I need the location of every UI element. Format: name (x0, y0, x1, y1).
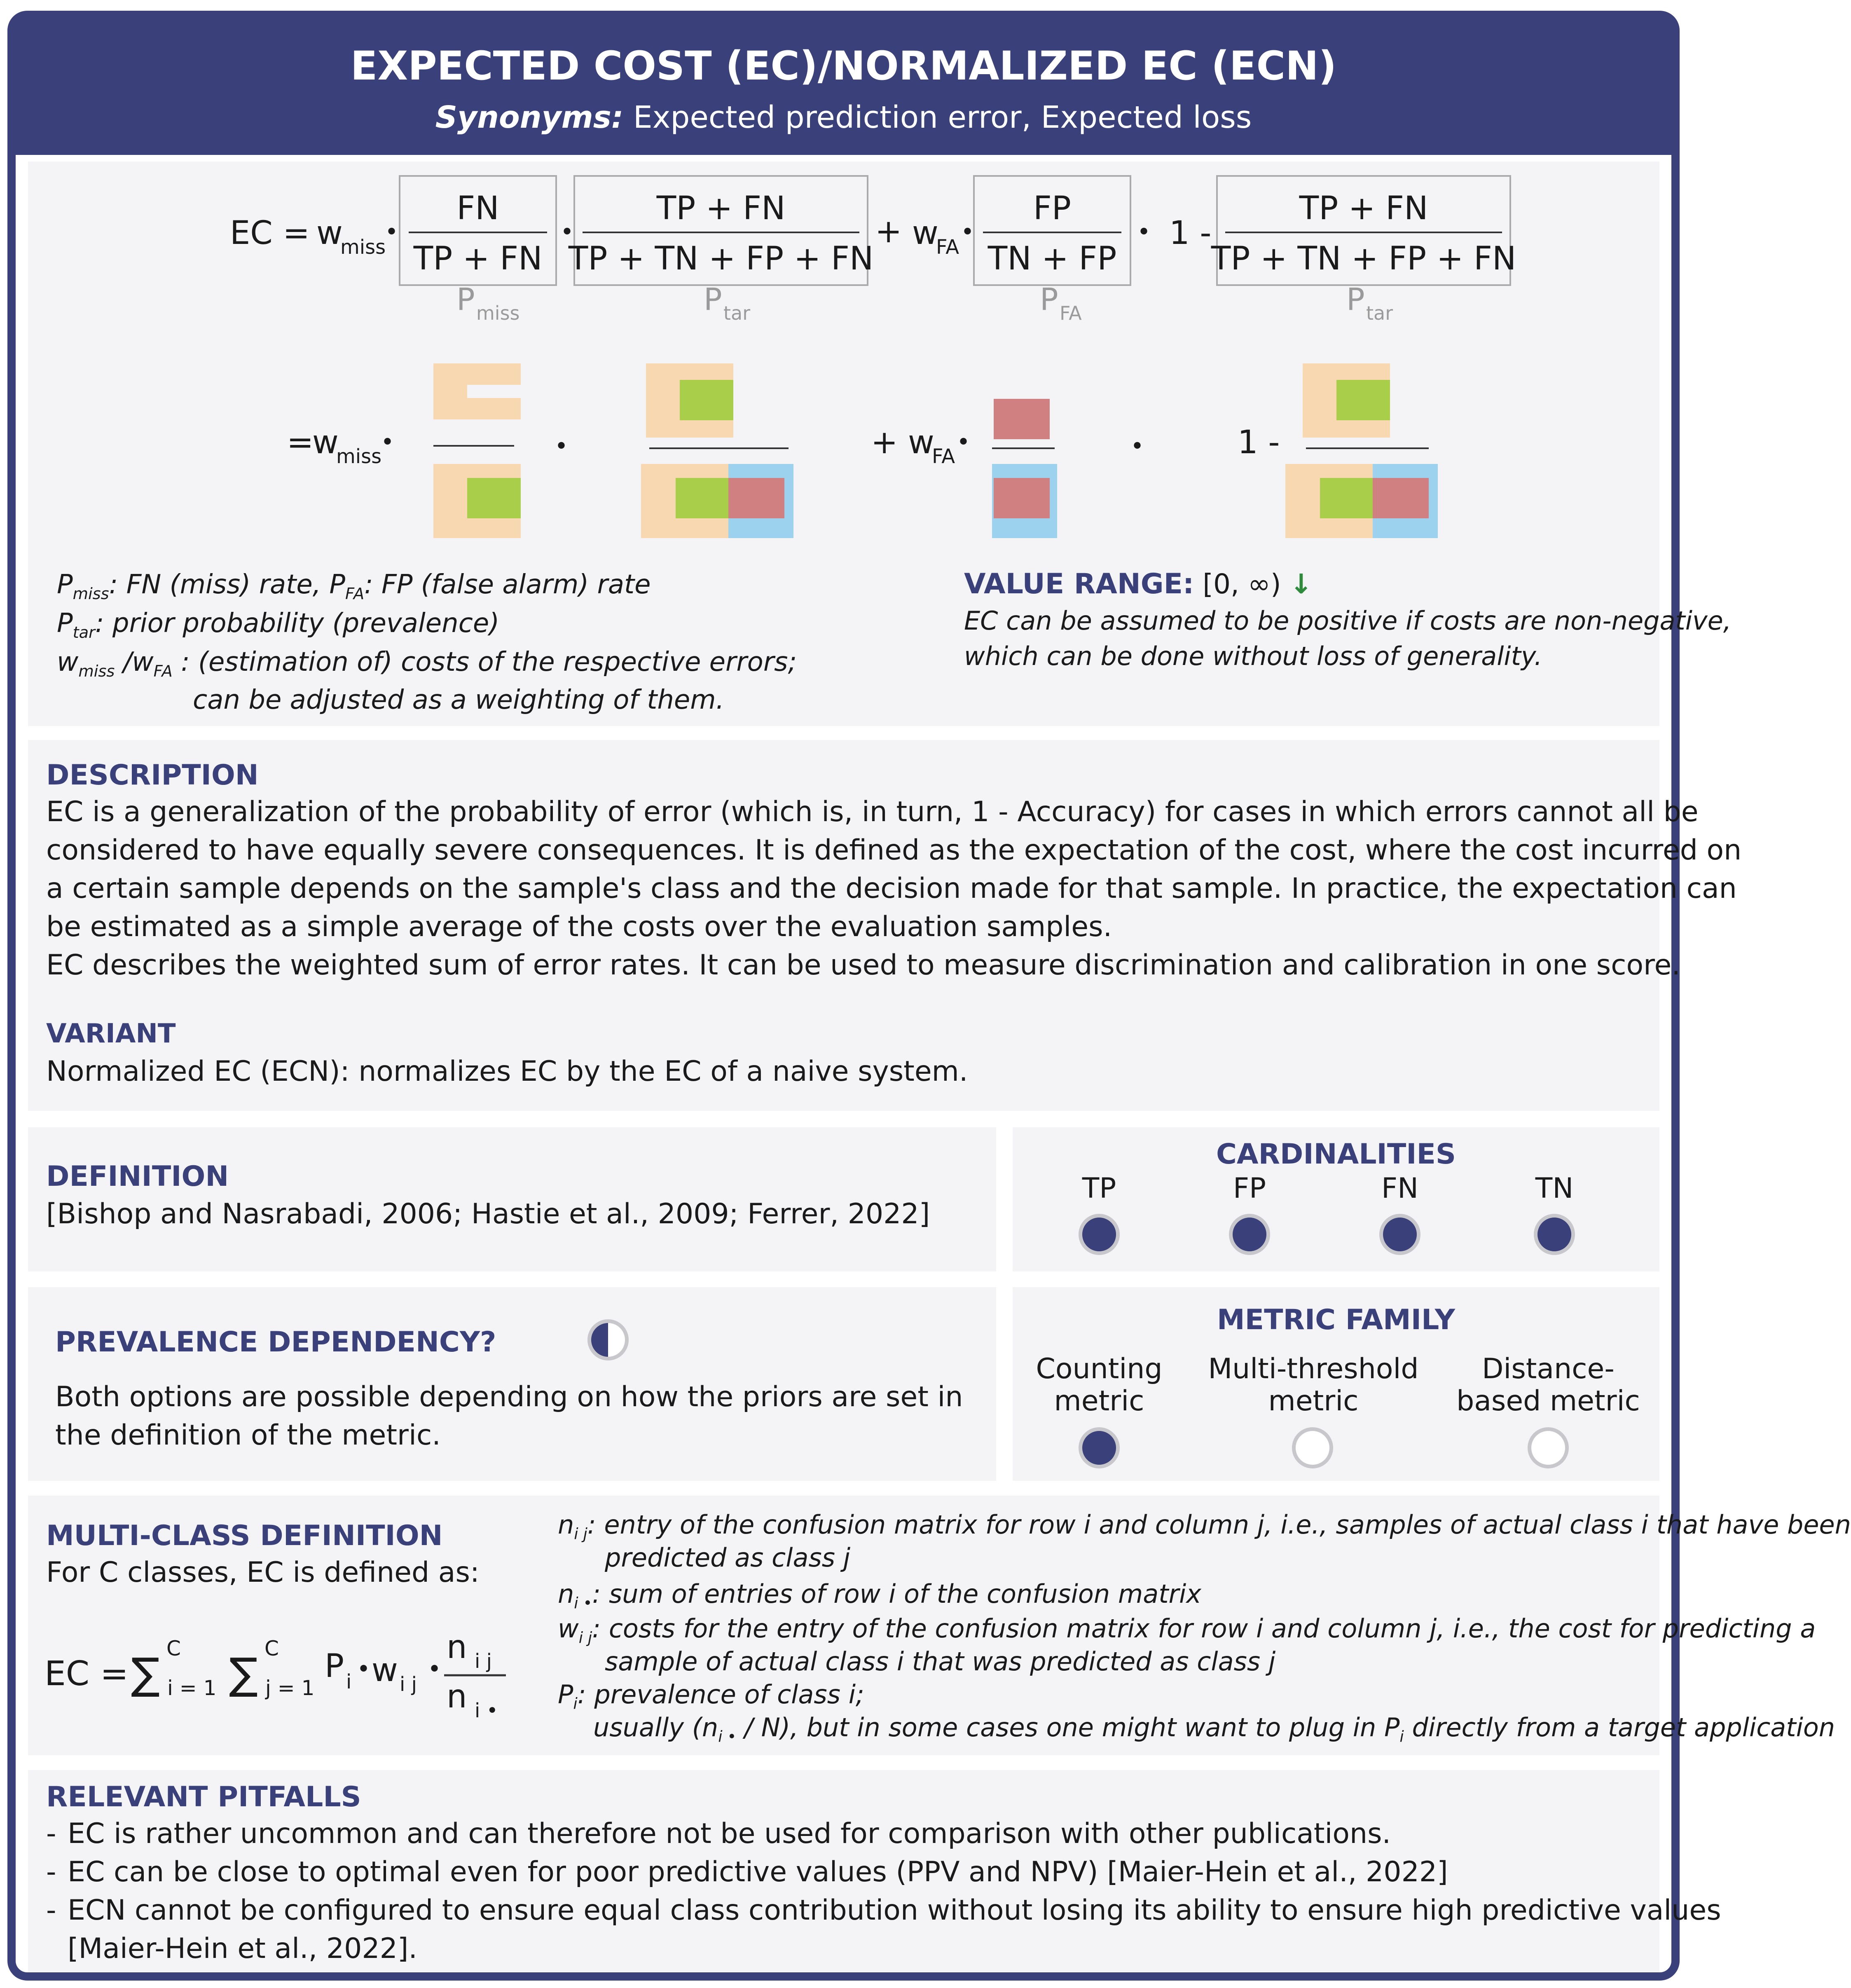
w-fa-symbol-sub: FA (153, 662, 173, 681)
counting-metric-dot (1079, 1427, 1120, 1468)
value-range-note-1: EC can be assumed to be positive if costs are non-negative, (964, 606, 1732, 636)
cardinalities-panel (1013, 1127, 1659, 1271)
mc-frac-num: n (447, 1629, 467, 1666)
mc-lhs: EC = (44, 1654, 129, 1693)
p-miss-symbol: P (57, 569, 73, 600)
fn-bracket (433, 363, 521, 419)
pitfall-dash: - (46, 1894, 56, 1927)
note2-sub: i • (574, 1594, 592, 1612)
fp-region (994, 478, 1050, 518)
w-sep: /w (115, 647, 154, 677)
cardinality-fn-label: FN (1381, 1172, 1418, 1205)
plus-op: + (875, 213, 902, 250)
prevalence-line-1: Both options are possible depending on how the priors are set in (55, 1381, 963, 1413)
multiclass-heading: MULTI-CLASS DEFINITION (46, 1520, 443, 1552)
note4b-3: directly from a target application (1404, 1712, 1835, 1742)
sum1-bottom: i = 1 (167, 1676, 217, 1700)
mc-note-3b: sample of actual class i that was predicted as class j (605, 1646, 1276, 1677)
formula-lhs: EC = (230, 215, 310, 252)
multi-threshold-label-2: metric (1268, 1385, 1359, 1417)
variant-heading: VARIANT (46, 1019, 176, 1049)
definition-panel (28, 1127, 996, 1271)
mc-p-sub: i (346, 1670, 352, 1693)
w-fa-2: w (908, 424, 934, 461)
cardinality-tn-label: TN (1535, 1172, 1574, 1205)
down-arrow-icon: ↓ (1289, 568, 1313, 600)
legend-line-1 (57, 569, 651, 603)
fp-region (1373, 478, 1429, 518)
description-panel (28, 740, 1742, 1111)
counting-metric-label-1: Counting (1036, 1353, 1163, 1385)
p-fa-sub: FA (1060, 302, 1082, 324)
p-miss-sub: miss (476, 302, 520, 324)
note4b-2: / N), but in some cases one might want to plug in P (736, 1712, 1400, 1742)
formula-panel (28, 162, 1732, 726)
p-tar-symbol: P (57, 608, 73, 639)
frac2-num: TP + FN (656, 190, 786, 227)
mc-frac-den-sub: i • (475, 1699, 498, 1722)
note4-var: P (558, 1679, 573, 1709)
dot-op: • (385, 219, 399, 246)
multiclass-intro: For C classes, EC is defined as: (46, 1556, 480, 1589)
p-fa-symbol-sub: FA (345, 584, 365, 603)
one-minus-2: 1 - (1238, 424, 1280, 461)
dot-op: • (381, 429, 395, 456)
fp-region (994, 399, 1050, 439)
cardinality-tp-dot (1079, 1214, 1120, 1255)
header (16, 19, 1671, 155)
dot-op: • (957, 429, 971, 456)
tp-region (1320, 478, 1374, 518)
fp-region (728, 478, 784, 518)
pitfall-dash: - (46, 1817, 56, 1850)
w-miss: w (316, 215, 343, 252)
p-tar-label: P (704, 282, 722, 317)
pitfalls-heading: RELEVANT PITFALLS (46, 1781, 361, 1813)
note4b-1: usually (n (593, 1712, 718, 1742)
tp-region (1336, 380, 1390, 420)
value-range-label: VALUE RANGE: (964, 568, 1194, 600)
legend-line-2 (57, 608, 499, 642)
frac3-den: TN + FP (988, 240, 1117, 277)
variant-text: Normalized EC (ECN): normalizes EC by the EC of a naive system. (46, 1055, 968, 1088)
note1-var: n (558, 1510, 574, 1540)
plus-op: + (871, 424, 898, 461)
card-frame (7, 11, 1851, 1981)
w-miss-sub: miss (340, 236, 386, 259)
pitfalls-panel (28, 1770, 1721, 1972)
w-symbol-sub: miss (78, 662, 115, 681)
value-range (964, 568, 1313, 600)
tp-region (467, 478, 521, 518)
note2-var: n (558, 1579, 574, 1609)
pitfall-item-2: EC can be close to optimal even for poor predictive values (PPV and NPV) [Maier-Hein et al., 2022] (68, 1856, 1448, 1888)
frac1-den: TP + FN (413, 240, 543, 277)
eq-sign: = (287, 424, 314, 461)
metric-family-heading: METRIC FAMILY (1217, 1304, 1455, 1336)
p-fa-label: P (1040, 282, 1058, 317)
pitfall-item-1: EC is rather uncommon and can therefore not be used for comparison with other publications. (68, 1817, 1391, 1850)
cardinality-fp-label: FP (1233, 1172, 1266, 1205)
metric-family-panel (1013, 1287, 1659, 1481)
pitfall-item-3-cont: [Maier-Hein et al., 2022]. (68, 1932, 418, 1965)
frac1-num: FN (456, 190, 499, 227)
sum1-top: C (166, 1637, 181, 1660)
legend-line-3 (57, 647, 797, 681)
description-heading: DESCRIPTION (46, 759, 259, 791)
frac4-den: TP + TN + FP + FN (1211, 240, 1516, 277)
frac3-num: FP (1033, 190, 1071, 227)
note4b-sub: i • (718, 1727, 737, 1746)
w-fa: w (912, 215, 938, 252)
counting-metric-label (1021, 1353, 1177, 1417)
synonyms-label: Synonyms: (435, 100, 624, 135)
note4-sub: i (573, 1694, 578, 1713)
dot-op: • (1130, 433, 1144, 460)
one-minus: 1 - (1169, 215, 1212, 252)
description-line-5: EC describes the weighted sum of error rates. It can be used to measure discrimination and calibration in one score. (46, 949, 1680, 981)
p-tar-sub: tar (723, 302, 751, 324)
sum-icon-2: ∑ (229, 1648, 258, 1699)
value-range-value: [0, ∞) (1194, 568, 1281, 600)
pictogram-fa-rate (992, 399, 1057, 538)
description-line-1: EC is a generalization of the probability of error (which is, in turn, 1 - Accuracy) for cases in which errors cannot all be (46, 796, 1699, 828)
legend-p-tar: : prior probability (prevalence) (95, 608, 500, 639)
mc-frac-num-sub: i j (475, 1650, 492, 1673)
definition-heading: DEFINITION (46, 1160, 229, 1193)
sum2-top: C (264, 1637, 279, 1660)
counting-metric-label-2: metric (1054, 1385, 1144, 1417)
w-fa-sub-2: FA (932, 445, 955, 468)
w-fa-sub: FA (936, 236, 959, 259)
note4b-sub2: i (1399, 1727, 1404, 1746)
legend-line-4: can be adjusted as a weighting of them. (193, 685, 724, 715)
cardinality-fp-dot (1229, 1214, 1270, 1255)
frac2-den: TP + TN + FP + FN (568, 240, 874, 277)
prevalence-half-dot (587, 1319, 629, 1360)
p-tar-sub-2: tar (1366, 302, 1393, 324)
mc-note-1b: predicted as class j (605, 1543, 851, 1573)
pictogram-prevalence-2 (1285, 363, 1438, 538)
w-symbol: w (57, 647, 79, 677)
value-range-note-2: which can be done without loss of generality. (964, 641, 1542, 671)
prevalence-heading: PREVALENCE DEPENDENCY? (55, 1326, 496, 1358)
pitfall-dash: - (46, 1856, 56, 1888)
mc-note-4b (593, 1710, 1835, 1754)
distance-label-2: based metric (1456, 1385, 1640, 1417)
mc-w: w (372, 1652, 398, 1689)
note1-text: : entry of the confusion matrix for row i and column j, i.e., samples of actual class i that have been (587, 1510, 1851, 1540)
dot-op: • (555, 433, 569, 460)
p-miss-symbol-sub: miss (73, 584, 109, 603)
multi-threshold-metric-label (1194, 1353, 1433, 1417)
tp-region (680, 380, 733, 420)
dot-op: • (357, 1656, 371, 1683)
p-miss-label: P (456, 282, 475, 317)
w-miss-sub-2: miss (336, 445, 382, 468)
dot-op: • (428, 1656, 442, 1683)
legend-p-miss: : FN (miss) rate, P (109, 569, 345, 600)
frac4-num: TP + FN (1299, 190, 1428, 227)
mc-frac-den: n (447, 1678, 467, 1715)
legend-p-fa: : FP (false alarm) rate (364, 569, 651, 600)
description-line-3: a certain sample depends on the sample's class and the decision made for that sample. In practice, the expectation can (46, 872, 1737, 905)
p-tar-symbol-sub: tar (73, 623, 95, 642)
distance-label-1: Distance- (1482, 1353, 1615, 1385)
tp-region (676, 478, 729, 518)
multi-threshold-metric-dot (1292, 1427, 1333, 1468)
pictogram-miss-rate (433, 363, 521, 538)
synonyms-text: Expected prediction error, Expected loss (623, 100, 1252, 135)
mc-p: P (325, 1648, 344, 1685)
multiclass-panel (28, 1496, 1851, 1755)
note3-var: w (558, 1613, 579, 1644)
multi-threshold-label-1: Multi-threshold (1208, 1353, 1419, 1385)
cardinalities-heading: CARDINALITIES (1216, 1138, 1456, 1171)
note3-sub: i j (578, 1628, 592, 1647)
pictogram-prevalence (641, 363, 793, 538)
w-miss-2: w (312, 424, 339, 461)
cardinality-tn-dot (1534, 1214, 1575, 1255)
synonyms (16, 100, 1671, 135)
definition-refs: [Bishop and Nasrabadi, 2006; Hastie et al., 2009; Ferrer, 2022] (46, 1198, 930, 1230)
note1-sub: i j (574, 1524, 587, 1543)
prevalence-line-2: the definition of the metric. (55, 1419, 441, 1452)
dot-op: • (560, 219, 574, 246)
mc-w-sub: i j (400, 1673, 417, 1696)
sum-icon-1: ∑ (131, 1648, 160, 1699)
distance-metric-label (1449, 1353, 1647, 1417)
p-tar-label-2: P (1346, 282, 1365, 317)
legend-w: : (estimation of) costs of the respective errors; (172, 647, 797, 677)
note2-text: : sum of entries of row i of the confusion matrix (592, 1579, 1201, 1609)
multiclass-formula (36, 1615, 539, 1739)
pitfall-item-3: ECN cannot be configured to ensure equal class contribution without losing its ability to ensure high predictive values (68, 1894, 1721, 1927)
description-line-4: be estimated as a simple average of the costs over the evaluation samples. (46, 911, 1112, 943)
dot-op: • (1137, 219, 1151, 246)
page-title: EXPECTED COST (EC)/NORMALIZED EC (ECN) (350, 43, 1337, 89)
formula-graphic (28, 162, 1659, 574)
dot-op: • (961, 219, 975, 246)
cardinality-fn-dot (1379, 1214, 1420, 1255)
sum2-bottom: j = 1 (265, 1676, 315, 1700)
note3-text: : costs for the entry of the confusion matrix for row i and column j, i.e., the cost for predicting a (592, 1613, 1816, 1644)
description-line-2: considered to have equally severe consequences. It is defined as the expectation of the cost, where the cost incurred on (46, 834, 1742, 866)
distance-metric-dot (1528, 1427, 1569, 1468)
cardinality-tp-label: TP (1082, 1172, 1116, 1205)
prevalence-panel (28, 1287, 996, 1481)
note4-text: : prevalence of class i; (577, 1679, 864, 1709)
